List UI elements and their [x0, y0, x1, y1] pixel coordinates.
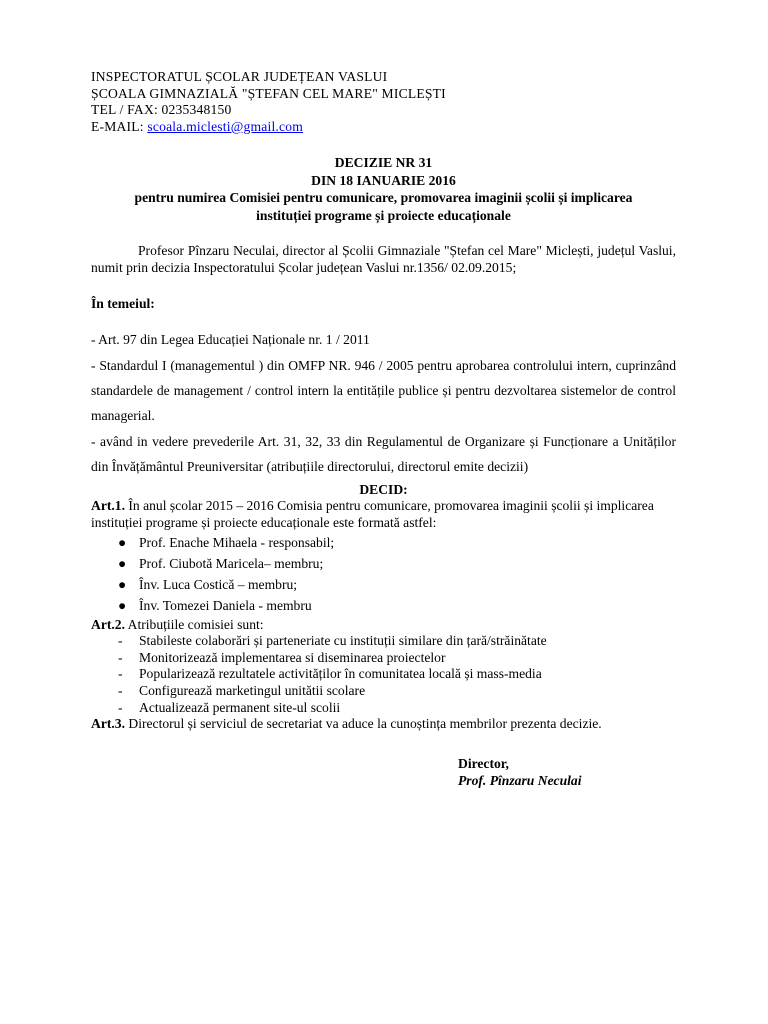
article-1-text: În anul școlar 2015 – 2016 Comisia pentru comunicare, promovarea imaginii școlii și implicarea instituției programe și proiecte educaționale este formată astfel:	[91, 498, 654, 530]
task-text: Monitorizează implementarea si diseminarea proiectelor	[139, 649, 446, 665]
email-line	[91, 119, 676, 136]
article-1	[91, 498, 676, 531]
dash-icon: -	[118, 666, 123, 682]
school-name: ȘCOALA GIMNAZIALĂ "ȘTEFAN CEL MARE" MICLEȘTI	[91, 85, 446, 101]
signature-name: Prof. Pînzaru Neculai	[458, 773, 582, 788]
committee-tasks-list	[91, 633, 676, 716]
dash-icon: -	[118, 649, 123, 665]
list-item	[91, 666, 676, 683]
decision-subject-line-2: instituției programe și proiecte educaționale	[256, 207, 511, 223]
phone-fax: TEL / FAX: 0235348150	[91, 102, 232, 118]
document-page	[91, 69, 676, 733]
decision-date: DIN 18 IANUARIE 2016	[311, 172, 456, 188]
decision-title	[91, 154, 676, 224]
inspectorate-name: INSPECTORATUL ȘCOLAR JUDEȚEAN VASLUI	[91, 69, 388, 84]
list-item	[91, 595, 676, 616]
task-text: Stabileste colaborări și parteneriate cu instituții similare din țară/străinătate	[139, 633, 547, 649]
signature-role: Director,	[458, 756, 509, 771]
article-3-label: Art.3.	[91, 716, 125, 732]
temeiul-heading: În temeiul:	[91, 296, 155, 312]
article-3	[91, 716, 676, 733]
list-item	[91, 700, 676, 717]
bullet-icon: ●	[118, 555, 127, 571]
list-item	[91, 532, 676, 553]
list-item	[91, 553, 676, 574]
task-text: Actualizează permanent site-ul scolii	[139, 699, 341, 715]
legal-basis-item: - Standardul I (managementul ) din OMFP NR. 946 / 2005 pentru aprobarea controlului intern, cuprinzând standardele de management / control intern la entitățile publice și pentru dezvoltarea sistemelor de control managerial.	[91, 358, 676, 424]
bullet-icon: ●	[118, 597, 127, 613]
member-name: Prof. Ciubotă Maricela– membru;	[139, 555, 324, 571]
list-item	[91, 683, 676, 700]
bullet-icon: ●	[118, 534, 127, 550]
legal-basis-item: - Art. 97 din Legea Educației Naționale nr. 1 / 2011	[91, 332, 370, 348]
member-name: Prof. Enache Mihaela - responsabil;	[139, 534, 335, 550]
member-name: Înv. Tomezei Daniela - membru	[139, 597, 312, 613]
dash-icon: -	[118, 699, 123, 715]
article-3-text: Directorul și serviciul de secretariat va aduce la cunoștința membrilor prezenta decizie.	[124, 716, 602, 732]
legal-basis-item: - având in vedere prevederile Art. 31, 32, 33 din Regulamentul de Organizare și Funcționare a Unităților din Învățământul Preuniversitar (atribuțiile directorului, directorul emite decizii)	[91, 434, 676, 475]
decision-number: DECIZIE NR 31	[334, 155, 433, 171]
member-name: Înv. Luca Costică – membru;	[139, 576, 298, 592]
intro-paragraph: Profesor Pînzaru Neculai, director al Școlii Gimnaziale "Ștefan cel Mare" Miclești, județul Vaslui, numit prin decizia Inspectoratului Școlar județean Vaslui nr.1356/ 02.09.2015;	[91, 243, 676, 276]
dash-icon: -	[118, 633, 123, 649]
list-item	[91, 650, 676, 667]
bullet-icon: ●	[118, 576, 127, 592]
signature-block	[458, 755, 582, 789]
email-link[interactable]: scoala.miclesti@gmail.com	[147, 118, 304, 134]
article-2-label: Art.2.	[91, 616, 125, 632]
decid-heading: DECID:	[359, 482, 408, 498]
email-label: E-MAIL:	[91, 118, 148, 134]
committee-members-list	[91, 532, 676, 616]
decision-subject-line-1: pentru numirea Comisiei pentru comunicare, promovarea imaginii școlii și implicarea	[134, 190, 633, 206]
article-1-label: Art.1.	[91, 498, 125, 514]
list-item	[91, 574, 676, 595]
letterhead	[91, 69, 676, 135]
task-text: Popularizează rezultatele activităților în comunitatea locală și mass-media	[139, 666, 542, 682]
article-2	[91, 617, 676, 634]
dash-icon: -	[118, 682, 123, 698]
task-text: Configurează marketingul unitătii scolare	[139, 682, 366, 698]
list-item	[91, 633, 676, 650]
article-2-text: Atribuțiile comisiei sunt:	[124, 616, 264, 632]
